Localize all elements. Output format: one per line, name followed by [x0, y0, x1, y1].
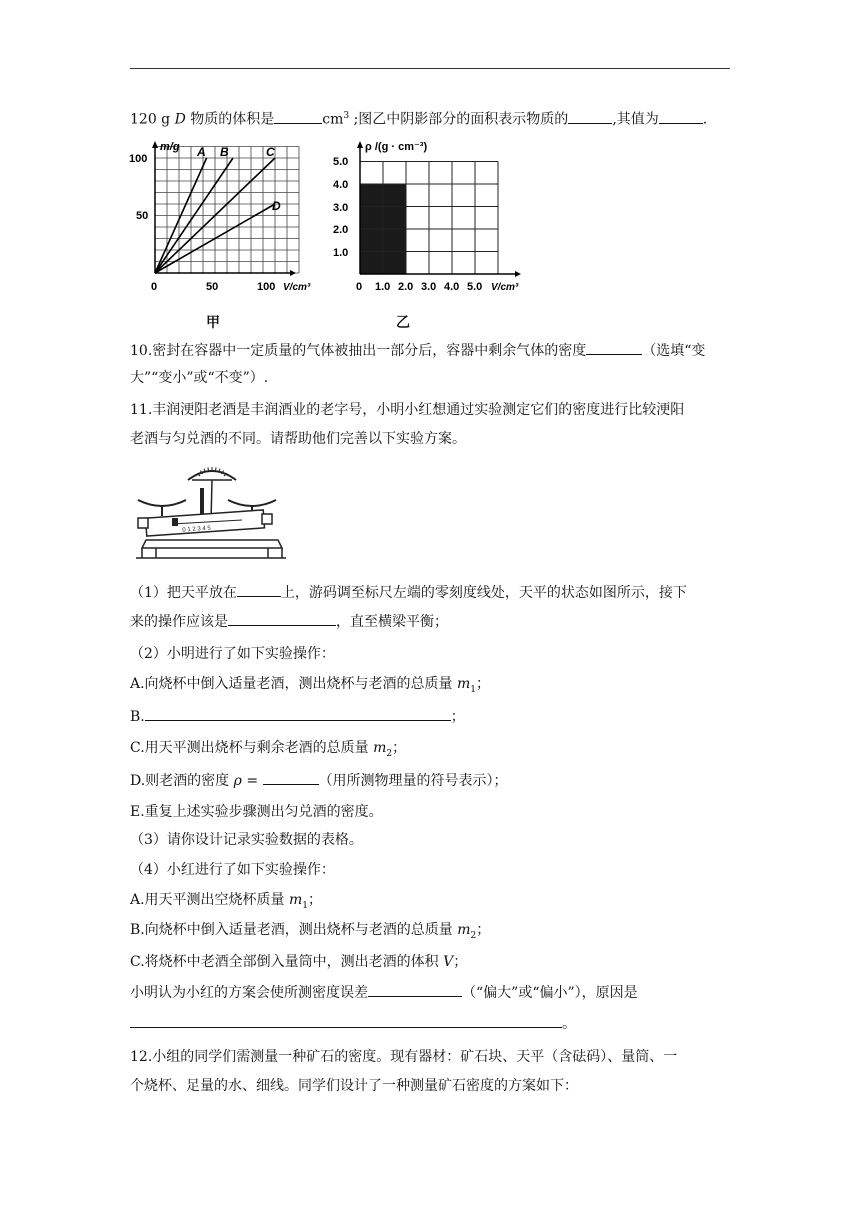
q11-step4-c-text: C.将烧杯中老酒全部倒入量筒中，测出老酒的体积 — [130, 954, 439, 970]
q11-step2-c — [130, 738, 406, 764]
graph-jia-ylabel: m/g — [160, 141, 180, 153]
q11-step2-d-text: D.则老酒的密度 — [130, 773, 230, 789]
q11-step4-a-text: A.用天平测出空烧杯质量 — [130, 892, 285, 908]
q12-intro-2: 个烧杯、足量的水、细线。同学们设计了一种测量矿石密度的方案如下： — [130, 1078, 578, 1094]
graph-jia-label-d: D — [272, 199, 281, 213]
q11-step2-c-symbol: m — [373, 740, 387, 756]
q10-line-1 — [130, 340, 705, 361]
q11-step2-d-equals: = — [241, 773, 263, 789]
graph-jia-label-c: C — [266, 145, 275, 159]
q11-step2-c-end: ； — [392, 740, 407, 756]
graph-yi-ytick-3: 3.0 — [333, 202, 349, 214]
q11-step2-a-subscript: 1 — [470, 684, 477, 695]
graph-yi-xtick-2: 2.0 — [398, 281, 414, 293]
q12-intro-1: 12.小组的同学们需测量一种矿石的密度。现有器材：矿石块、天平（含砝码）、量筒、一 — [130, 1049, 678, 1065]
q9-text-part4: ,其值为 — [612, 111, 659, 128]
graph-jia-label-b: B — [220, 145, 229, 159]
q9-blank-quantity[interactable] — [568, 109, 612, 124]
q9-text-part3: ;图乙中阴影部分的面积表示物质的 — [349, 111, 569, 128]
q11-conclusion-blank-error[interactable] — [368, 982, 462, 997]
graph-jia-ytick-100: 100 — [129, 153, 148, 165]
q11-step2-b-label: B. — [130, 709, 145, 725]
graph-yi-y-arrow — [357, 141, 363, 148]
q11-step2-heading — [130, 644, 335, 664]
graph-yi — [325, 138, 530, 298]
q11-step3-text: （3）请你设计记录实验数据的表格。 — [130, 832, 363, 848]
graph-jia-xtick-50: 50 — [206, 281, 219, 293]
q11-step2-d-hint: （用所测物理量的符号表示）； — [318, 773, 508, 789]
q11-step2-c-subscript: 2 — [386, 748, 393, 759]
q11-step1-text-b: 上，游码调至标尺左端的零刻度线处，天平的状态如图所示，接下 — [280, 585, 687, 601]
q11-step4-c — [130, 952, 467, 972]
q11-step4-a-symbol: m — [289, 892, 303, 908]
q11-step4-b — [130, 920, 490, 946]
q11-step4-b-end: ； — [476, 922, 491, 938]
balance-beam-digits: 0 1 2 3 4 5 — [182, 525, 211, 534]
q11-step2-a — [130, 674, 490, 700]
q11-conclusion-end: 。 — [562, 1016, 576, 1032]
graph-jia-x-arrow — [290, 270, 296, 276]
q9-text-part2: 物质的体积是 — [185, 111, 275, 128]
q11-step2-text: （2）小明进行了如下实验操作： — [130, 646, 335, 662]
graph-yi-ytick-4: 4.0 — [333, 179, 349, 191]
balance-rider — [172, 518, 178, 526]
q10-blank-density[interactable] — [586, 340, 642, 355]
q9-blank-value[interactable] — [659, 109, 703, 124]
q11-conclusion-blank-reason[interactable] — [130, 1013, 562, 1028]
graph-yi-ytick-5: 5.0 — [333, 156, 349, 168]
q11-step2-d — [130, 770, 508, 791]
q11-conclusion-line-1 — [130, 982, 638, 1003]
q11-step4-a-subscript: 1 — [302, 900, 309, 911]
graph-yi-xtick-3: 3.0 — [421, 281, 437, 293]
q10-text-options: （选填“变 — [642, 343, 706, 359]
graph-yi-caption: 乙 — [396, 315, 410, 331]
graph-yi-ylabel: ρ /(g · cm⁻³) — [365, 141, 428, 153]
graph-yi-ytick-1: 1.0 — [333, 247, 349, 259]
graph-jia-xtick-0: 0 — [151, 281, 158, 293]
balance-base-legs — [142, 548, 282, 558]
q10-line-2 — [130, 368, 268, 388]
q11-step1-line-2 — [130, 611, 448, 632]
q11-step2-b-blank[interactable] — [145, 706, 451, 721]
q12-line-2 — [130, 1076, 578, 1096]
balance-right-nut — [262, 514, 272, 524]
q11-step2-a-end: ； — [476, 676, 491, 692]
q11-step1-text-d: ，直至横梁平衡； — [336, 614, 448, 630]
q9-text-part1: 120 g — [130, 111, 175, 128]
q11-conclusion-line-2 — [130, 1013, 576, 1034]
q11-step2-b-end: ； — [450, 709, 465, 725]
q9-symbol-d: D — [174, 111, 186, 128]
q11-step1-line-1 — [130, 582, 687, 603]
q11-step2-d-rho: ρ — [233, 773, 242, 789]
graph-jia-caption: 甲 — [206, 315, 220, 331]
graph-jia-xlabel: V/cm³ — [283, 282, 311, 293]
balance-illustration — [132, 458, 292, 568]
header-rule — [130, 68, 730, 69]
q11-intro-2: 老酒与匀兑酒的不同。请帮助他们完善以下实验方案。 — [130, 431, 466, 447]
graph-jia-ytick-50: 50 — [136, 210, 149, 222]
q9-blank-volume[interactable] — [274, 109, 322, 124]
balance-left-nut — [138, 518, 148, 528]
q11-line-2 — [130, 429, 466, 449]
q11-step4-heading — [130, 860, 335, 880]
balance-scale-dial — [188, 471, 236, 480]
q11-step4-c-end: ； — [453, 954, 468, 970]
graph-yi-x-arrow — [515, 271, 521, 277]
q11-step2-b — [130, 706, 465, 727]
q11-intro-1: 11.丰润浭阳老酒是丰润酒业的老字号，小明小红想通过实验测定它们的密度进行比较浭阳 — [130, 402, 685, 418]
q11-step1-text-c: 来的操作应该是 — [130, 614, 228, 630]
balance-left-pan — [138, 500, 186, 506]
q9-question-line — [130, 106, 707, 130]
q11-step2-a-text: A.向烧杯中倒入适量老酒，测出烧杯与老酒的总质量 — [130, 676, 453, 692]
q11-step4-b-text: B.向烧杯中倒入适量老酒，测出烧杯与老酒的总质量 — [130, 922, 453, 938]
graph-jia-label-a: A — [197, 145, 206, 159]
q11-step4-text: （4）小红进行了如下实验操作： — [130, 862, 335, 878]
q10-text-options-end: 大”“变小”或“不变”）. — [130, 370, 269, 386]
balance-base-top — [142, 540, 282, 548]
balance-beam — [146, 510, 265, 536]
q11-step2-a-symbol: m — [457, 676, 471, 692]
q11-step1-blank-operation[interactable] — [228, 611, 336, 626]
q9-unit: cm — [322, 111, 344, 128]
graph-yi-ytick-2: 2.0 — [333, 224, 349, 236]
q12-line-1 — [130, 1047, 677, 1067]
graph-jia — [120, 138, 330, 298]
graph-jia-xtick-100: 100 — [257, 281, 276, 293]
q9-unit-exponent: 3 — [343, 111, 350, 121]
q11-step2-e — [130, 802, 383, 822]
graph-yi-xlabel: V/cm³ — [491, 282, 519, 293]
q11-step4-b-subscript: 2 — [470, 930, 477, 941]
graph-yi-xtick-5: 5.0 — [467, 281, 483, 293]
q11-step1-blank-surface[interactable] — [237, 582, 281, 597]
graph-yi-xtick-1: 1.0 — [375, 281, 391, 293]
q11-step4-c-symbol: V — [443, 954, 454, 970]
q11-step4-a-end: ； — [308, 892, 323, 908]
graph-yi-xtick-4: 4.0 — [444, 281, 460, 293]
q11-line-1 — [130, 400, 684, 420]
q11-step3 — [130, 830, 363, 850]
q11-conclusion-text-a: 小明认为小红的方案会使所测密度误差 — [130, 985, 368, 1001]
q11-step4-b-symbol: m — [457, 922, 471, 938]
q9-text-end: . — [702, 111, 708, 128]
q11-step4-a — [130, 890, 322, 916]
q11-conclusion-text-b: （“偏大”或“偏小”），原因是 — [462, 985, 638, 1001]
q10-text: 10.密封在容器中一定质量的气体被抽出一部分后，容器中剩余气体的密度 — [130, 343, 587, 359]
q11-step2-d-blank-formula[interactable] — [263, 770, 319, 785]
q11-step2-e-text: E.重复上述实验步骤测出匀兑酒的密度。 — [130, 804, 383, 820]
q11-step1-text-a: （1）把天平放在 — [130, 585, 237, 601]
graph-yi-xtick-0: 0 — [356, 281, 363, 293]
graph-jia-y-arrow — [152, 141, 158, 148]
q11-step2-c-text: C.用天平测出烧杯与剩余老酒的总质量 — [130, 740, 369, 756]
balance-right-pan — [228, 500, 276, 506]
